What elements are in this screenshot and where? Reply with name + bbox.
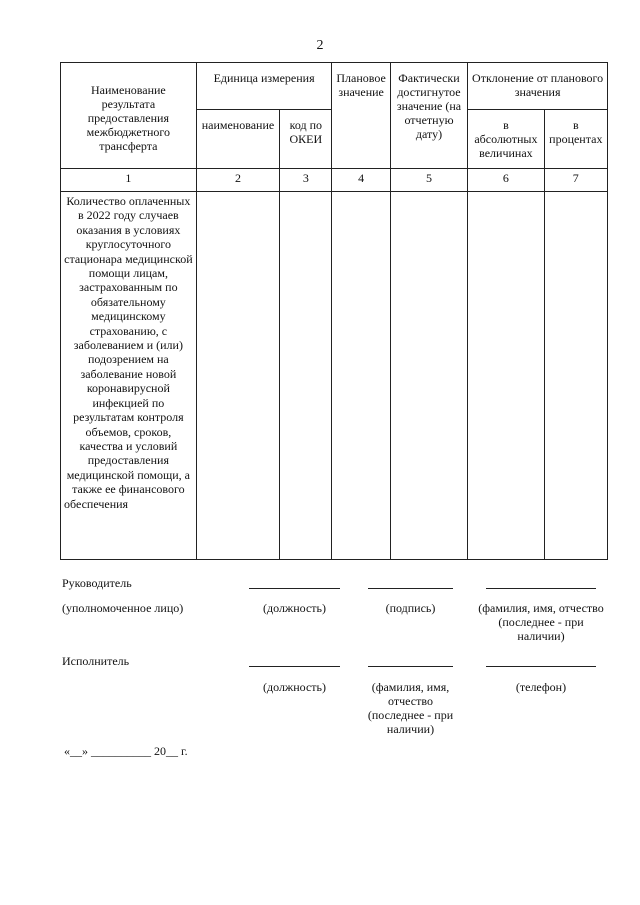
head-sub: (уполномоченное лицо) bbox=[62, 601, 184, 615]
table-row bbox=[61, 192, 608, 560]
date-line[interactable]: «__» __________ 20__ г. bbox=[64, 744, 188, 758]
head-label: Руководитель bbox=[62, 576, 132, 590]
head-signature-caption: (подпись) bbox=[385, 601, 436, 615]
header-result-name: Наименование результата предоставления межбюджетного трансферта bbox=[61, 63, 197, 169]
report-table bbox=[60, 62, 608, 560]
header-unit-okei: код по ОКЕИ bbox=[280, 110, 332, 169]
dev-abs-cell[interactable] bbox=[468, 192, 544, 560]
head-position-line[interactable] bbox=[249, 588, 340, 589]
head-position-caption: (должность) bbox=[263, 601, 326, 615]
unit-name-cell[interactable] bbox=[196, 192, 279, 560]
dev-pct-cell[interactable] bbox=[544, 192, 607, 560]
actual-cell[interactable] bbox=[390, 192, 467, 560]
column-number: 7 bbox=[544, 169, 607, 192]
executor-name-line[interactable] bbox=[368, 666, 453, 667]
executor-label: Исполнитель bbox=[62, 654, 130, 668]
header-actual: Фактически достигнутое значение (на отчетную дату) bbox=[390, 63, 467, 169]
column-number: 3 bbox=[280, 169, 332, 192]
executor-phone-caption: (телефон) bbox=[515, 680, 567, 694]
column-number: 2 bbox=[196, 169, 279, 192]
header-dev-abs: в абсолютных величинах bbox=[468, 110, 544, 169]
header-planned: Плановое значение bbox=[332, 63, 390, 169]
header-unit-name: наименование bbox=[196, 110, 279, 169]
header-unit: Единица измерения bbox=[196, 63, 332, 110]
indicator-cell: Количество оплаченных в 2022 году случаев оказания в условиях круглосуточного стационара медицинской помощи лицам, застрахованным по обязательному медицинскому страхованию, с заболеванием и (или) подозрением на заболевание новой коронавирусной инфекцией по результатам контроля объемов, сроков, качества и условий предоставления медицинской помощи, а также ее финансового обеспечения bbox=[61, 192, 197, 560]
head-signature-line[interactable] bbox=[368, 588, 453, 589]
executor-position-caption: (должность) bbox=[263, 680, 326, 694]
column-number: 4 bbox=[332, 169, 390, 192]
column-number: 1 bbox=[61, 169, 197, 192]
column-number: 5 bbox=[390, 169, 467, 192]
column-number: 6 bbox=[468, 169, 544, 192]
unit-okei-cell[interactable] bbox=[280, 192, 332, 560]
executor-name-caption: (фамилия, имя, отчество (последнее - при наличии) bbox=[367, 680, 454, 736]
page-number: 2 bbox=[316, 38, 324, 53]
planned-cell[interactable] bbox=[332, 192, 390, 560]
executor-phone-line[interactable] bbox=[486, 666, 596, 667]
executor-position-line[interactable] bbox=[249, 666, 340, 667]
header-dev-pct: в процентах bbox=[544, 110, 607, 169]
header-deviation: Отклонение от планового значения bbox=[468, 63, 608, 110]
head-name-line[interactable] bbox=[486, 588, 596, 589]
head-name-caption: (фамилия, имя, отчество (последнее - при наличии) bbox=[478, 601, 604, 643]
